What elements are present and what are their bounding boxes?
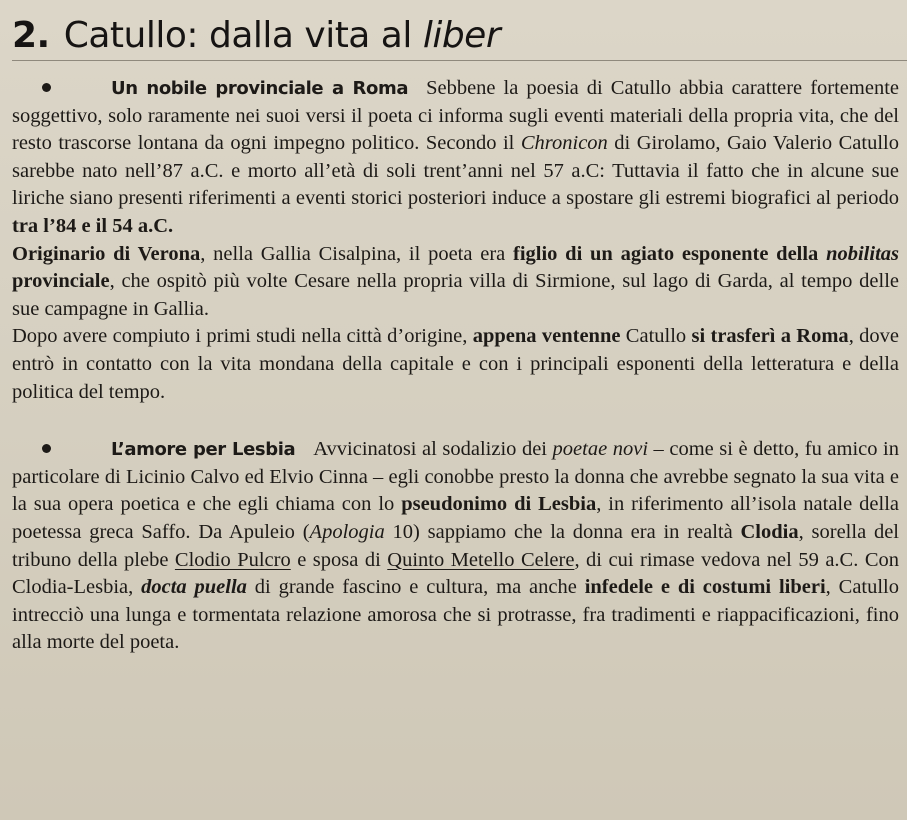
bullet-icon	[42, 83, 51, 92]
text-underlined: Quinto Metello Celere	[387, 548, 575, 571]
text-run: di grande fascino e cultura, ma anche	[246, 576, 585, 599]
text-italic: Apologia	[309, 520, 385, 543]
text-run: , in riferimento all’isola natale della poetessa greca Saffo. Da Apuleio (	[12, 493, 899, 543]
text-bold: appena ventenne	[472, 325, 621, 348]
text-bold: Originario di Verona	[12, 242, 201, 265]
chapter-title: Catullo: dalla vita al	[63, 15, 423, 56]
text-bold: figlio di un agiato esponente della	[513, 242, 827, 265]
section-amore-lesbia	[12, 436, 899, 657]
text-run: , nella Gallia Cisalpina, il poeta era	[200, 242, 513, 265]
heading-divider	[12, 60, 907, 61]
text-run: , che ospitò più volte Cesare nella propria villa di Sirmione, sul lago di Garda, al tempo delle sue campagne in Gallia.	[12, 270, 899, 320]
text-run: – come si è detto, fu amico in particolare di Licinio Calvo ed Elvio Cinna – egli conobbe presto la donna che avrebbe segnato la sua vita e la sua opera poetica e che egli chiama con lo	[12, 438, 899, 516]
text-run: , Catullo intrecciò una lunga e tormentata relazione amorosa che si protrasse, fra tradimenti e riappacificazioni, fino alla morte del poeta.	[12, 576, 899, 654]
text-run: e sposa di	[290, 548, 388, 571]
text-bold: tra l’84 e il 54 a.C.	[12, 214, 174, 237]
text-underlined: Clodio Pulcro	[174, 548, 291, 571]
text-italic: Chronicon	[520, 132, 608, 155]
text-bold-italic: docta puella	[141, 576, 247, 599]
paragraph	[12, 75, 899, 241]
text-run: , sorella del tribuno della plebe	[12, 520, 899, 571]
text-run: di Girolamo, Gaio Valerio Catullo sarebbe nato nell’87 a.C. e morto all’età di soli trent’anni nel 57 a.C: Tuttavia il fatto che in alcune sue liriche siano presenti riferimenti a eventi storici posteriori induce a spostare gli estremi biografici al periodo	[12, 132, 899, 210]
chapter-title-italic: liber	[422, 15, 501, 56]
text-run: Avvicinatosi al sodalizio dei	[313, 438, 553, 461]
text-bold: Clodia	[740, 520, 799, 543]
text-run: 10) sappiamo che la donna era in realtà	[384, 520, 741, 543]
text-bold: provinciale	[12, 270, 110, 293]
paragraph	[12, 241, 899, 324]
section-title: Un nobile provinciale a Roma	[111, 78, 409, 99]
chapter-heading	[12, 0, 899, 58]
text-run: Sebbene la poesia di Catullo abbia carattere fortemente soggettivo, solo raramente nei suoi versi il poeta ci informa sugli eventi materiali della propria vita, che del resto trascorse lontana da ogni impegno politico. Secondo il	[12, 77, 899, 155]
text-bold: infedele e di costumi liberi	[584, 576, 826, 599]
text-run: , dove entrò in contatto con la vita mondana della capitale e con i principali esponenti della letteratura e della politica del tempo.	[12, 325, 899, 403]
paragraph	[12, 436, 899, 657]
bullet-icon	[42, 444, 51, 453]
text-bold: pseudonimo di Lesbia	[401, 493, 597, 516]
paragraph	[12, 323, 899, 406]
text-bold: si trasferì a Roma	[691, 325, 849, 348]
text-run: Dopo avere compiuto i primi studi nella città d’origine,	[12, 325, 473, 348]
text-run: , di cui rimase vedova nel 59 a.C. Con Clodia-Lesbia,	[12, 548, 899, 599]
text-italic: poetae novi	[552, 438, 649, 461]
chapter-number: 2.	[12, 15, 50, 56]
text-run: Catullo	[620, 325, 692, 348]
text-bold-italic: nobilitas	[826, 242, 899, 265]
section-title: L’amore per Lesbia	[111, 439, 296, 461]
section-nobile-provinciale	[12, 75, 899, 406]
